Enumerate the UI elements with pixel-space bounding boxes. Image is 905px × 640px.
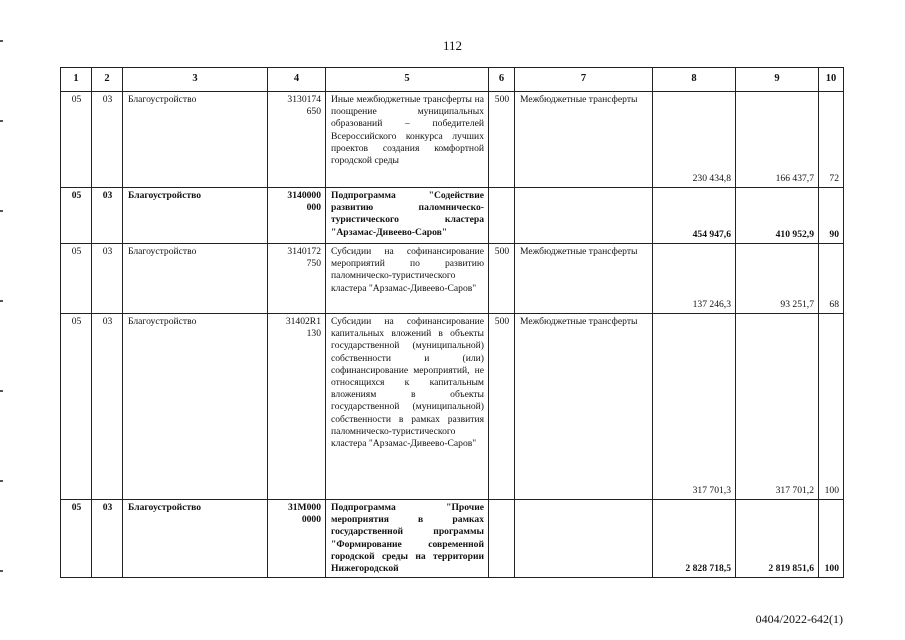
header-col-3: 3 xyxy=(123,68,268,92)
expense-type-cell xyxy=(515,188,653,244)
actual-amount-cell: 93 251,7 xyxy=(736,244,819,314)
header-col-1: 1 xyxy=(61,68,92,92)
table-row xyxy=(61,188,844,244)
name-cell: Благоустройство xyxy=(123,92,268,188)
target-article-cell: 31М000 0000 xyxy=(268,500,326,578)
actual-amount-cell: 2 819 851,6 xyxy=(736,500,819,578)
plan-amount-cell: 317 701,3 xyxy=(653,314,736,500)
percent-cell: 90 xyxy=(819,188,844,244)
header-col-4: 4 xyxy=(268,68,326,92)
description-cell: Субсидии на софинансирование капитальных вложений в объекты государственной (муниципальной) собственности и (или) софинансирование мероприятий, не относящихся к капитальным вложениям в объекты государственной (муниципальной) собственности в рамках развития паломническо-туристического кластера "Арзамас-Дивеево-Саров" xyxy=(326,314,489,500)
actual-amount-cell: 166 437,7 xyxy=(736,92,819,188)
subsection-cell: 03 xyxy=(92,314,123,500)
expense-type-cell xyxy=(515,500,653,578)
expense-type-code-cell xyxy=(489,500,515,578)
actual-amount-cell: 410 952,9 xyxy=(736,188,819,244)
percent-cell: 72 xyxy=(819,92,844,188)
percent-cell: 100 xyxy=(819,500,844,578)
budget-table xyxy=(60,67,843,578)
name-cell: Благоустройство xyxy=(123,500,268,578)
target-article-cell: 3140000 000 xyxy=(268,188,326,244)
plan-amount-cell: 230 434,8 xyxy=(653,92,736,188)
expense-type-code-cell: 500 xyxy=(489,314,515,500)
expense-type-code-cell: 500 xyxy=(489,244,515,314)
name-cell: Благоустройство xyxy=(123,244,268,314)
expense-type-code-cell: 500 xyxy=(489,92,515,188)
document-number: 0404/2022-642(1) xyxy=(755,612,843,626)
table-row xyxy=(61,244,844,314)
plan-amount-cell: 454 947,6 xyxy=(653,188,736,244)
name-cell: Благоустройство xyxy=(123,314,268,500)
name-cell: Благоустройство xyxy=(123,188,268,244)
description-cell: Подпрограмма "Прочие мероприятия в рамках государственной программы "Формирование современной городской среды на территории Нижегородской xyxy=(326,500,489,578)
expense-type-cell: Межбюджетные трансферты xyxy=(515,314,653,500)
expense-type-code-cell xyxy=(489,188,515,244)
plan-amount-cell: 2 828 718,5 xyxy=(653,500,736,578)
description-cell: Иные межбюджетные трансферты на поощрение муниципальных образований – победителей Всероссийского конкурса лучших проектов создания комфортной городской среды xyxy=(326,92,489,188)
percent-cell: 100 xyxy=(819,314,844,500)
subsection-cell: 03 xyxy=(92,244,123,314)
table-header-row xyxy=(61,68,844,92)
description-cell: Подпрограмма "Содействие развитию паломническо-туристического кластера "Арзамас-Дивеево-Саров" xyxy=(326,188,489,244)
percent-cell: 68 xyxy=(819,244,844,314)
section-cell: 05 xyxy=(61,244,92,314)
target-article-cell: 3140172 750 xyxy=(268,244,326,314)
header-col-2: 2 xyxy=(92,68,123,92)
margin-marks xyxy=(0,0,3,640)
plan-amount-cell: 137 246,3 xyxy=(653,244,736,314)
description-cell: Субсидии на софинансирование мероприятий по развитию паломническо-туристического кластера "Арзамас-Дивеево-Саров" xyxy=(326,244,489,314)
section-cell: 05 xyxy=(61,188,92,244)
table-row xyxy=(61,92,844,188)
subsection-cell: 03 xyxy=(92,500,123,578)
actual-amount-cell: 317 701,2 xyxy=(736,314,819,500)
target-article-cell: 3130174 650 xyxy=(268,92,326,188)
subsection-cell: 03 xyxy=(92,188,123,244)
section-cell: 05 xyxy=(61,500,92,578)
expense-type-cell: Межбюджетные трансферты xyxy=(515,92,653,188)
expense-type-cell: Межбюджетные трансферты xyxy=(515,244,653,314)
header-col-9: 9 xyxy=(736,68,819,92)
section-cell: 05 xyxy=(61,92,92,188)
header-col-8: 8 xyxy=(653,68,736,92)
subsection-cell: 03 xyxy=(92,92,123,188)
table-row xyxy=(61,500,844,578)
table-row xyxy=(61,314,844,500)
section-cell: 05 xyxy=(61,314,92,500)
header-col-10: 10 xyxy=(819,68,844,92)
header-col-7: 7 xyxy=(515,68,653,92)
target-article-cell: 31402R1 130 xyxy=(268,314,326,500)
header-col-5: 5 xyxy=(326,68,489,92)
page-number: 112 xyxy=(442,38,463,53)
header-col-6: 6 xyxy=(489,68,515,92)
